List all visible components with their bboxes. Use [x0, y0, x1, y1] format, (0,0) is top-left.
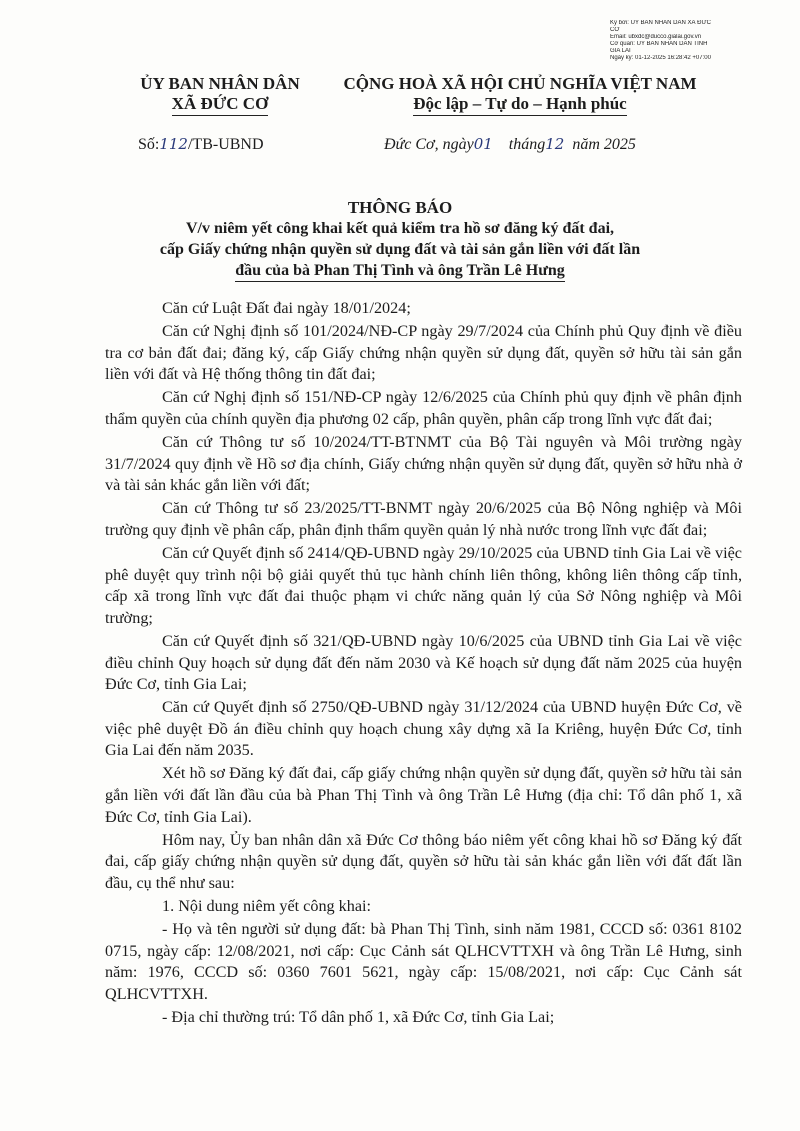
body-paragraph: Xét hồ sơ Đăng ký đất đai, cấp giấy chứng nhận quyền sử dụng đất, quyền sở hữu tài sản gắn liền với đất lần đầu của bà Phan Thị Tình và ông Trần Lê Hưng (địa chỉ: Tổ dân phố 1, xã Đức Cơ, tỉnh Gia Lai). — [105, 764, 742, 826]
doc-no-prefix: Số: — [138, 136, 160, 153]
document-date — [384, 135, 636, 154]
nation-title: CỘNG HOÀ XÃ HỘI CHỦ NGHĨA VIỆT NAM — [343, 74, 697, 93]
body-paragraph: Căn cứ Nghị định số 151/NĐ-CP ngày 12/6/2025 của Chính phủ quy định về phân định thẩm quyền của chính quyền địa phương 02 cấp, phân quyền, phân cấp trong lĩnh vực đất đai; — [105, 388, 742, 428]
org-line-1: ỦY BAN NHÂN DÂN — [140, 74, 300, 93]
body-paragraph: Căn cứ Nghị định số 101/2024/NĐ-CP ngày 29/7/2024 của Chính phủ Quy định về điều tra cơ bản đất đai; đăng ký, cấp Giấy chứng nhận quyền sử dụng đất, quyền sở hữu tài sản gắn liền với đất và Hệ thống thông tin đất đai; — [105, 322, 742, 384]
document-body — [105, 298, 742, 1030]
stamp-line: Ngày ký: 01-12-2025 16:28:42 +07:00 — [610, 55, 711, 61]
date-year: năm 2025 — [572, 136, 636, 153]
document-number — [138, 135, 264, 154]
document-subject — [60, 218, 740, 282]
subject-line-1: V/v niêm yết công khai kết quả kiểm tra hồ sơ đăng ký đất đai, — [185, 220, 615, 237]
issuing-organization — [110, 74, 330, 116]
national-motto — [330, 74, 710, 116]
document-title: THÔNG BÁO — [347, 198, 453, 217]
body-paragraph: Căn cứ Thông tư số 10/2024/TT-BTNMT của Bộ Tài nguyên và Môi trường ngày 31/7/2024 quy định về Hồ sơ địa chính, Giấy chứng nhận quyền sử dụng đất, quyền sở hữu nhà ở và tài sản khác gắn liền với đất; — [105, 433, 742, 495]
doc-no-suffix: /TB-UBND — [187, 136, 264, 153]
body-paragraph: Căn cứ Quyết định số 2750/QĐ-UBND ngày 31/12/2024 của UBND huyện Đức Cơ, về việc phê duyệt Đồ án điều chỉnh quy hoạch chung xây dựng xã Ia Kriêng, huyện Đức Cơ, tỉnh Gia Lai đến năm 2035. — [105, 698, 742, 760]
stamp-line: Cơ quan: ỦY BAN NHÂN DÂN TỈNH — [610, 41, 708, 47]
body-paragraph: Căn cứ Quyết định số 321/QĐ-UBND ngày 10/6/2025 của UBND tỉnh Gia Lai về việc điều chỉnh Quy hoạch sử dụng đất đến năm 2030 và Kế hoạch sử dụng đất năm 2025 của huyện Đức Cơ, tỉnh Gia Lai; — [105, 631, 742, 694]
section-heading: 1. Nội dung niêm yết công khai: — [162, 897, 372, 916]
date-month-label: tháng — [508, 136, 546, 153]
stamp-line: Ký bởi: ỦY BAN NHÂN DÂN XÃ ĐỨC — [610, 20, 711, 26]
body-paragraph: - Họ và tên người sử dụng đất: bà Phan Thị Tình, sinh năm 1981, CCCD số: 0361 8102 0715, ngày cấp: 12/08/2021, nơi cấp: Cục Cảnh sát QLHCVTTXH và ông Trần Lê Hưng, sinh năm: 1976, CCCD số: 0360 7601 5621, ngày cấp: 15/08/2021, nơi cấp: Cục Cảnh sát QLHCVTTXH. — [105, 920, 742, 1003]
body-paragraph: Căn cứ Quyết định số 2414/QĐ-UBND ngày 29/10/2025 của UBND tỉnh Gia Lai về việc phê duyệt quy trình nội bộ giải quyết thủ tục hành chính liên thông, không liên thông cấp tỉnh, cấp xã trong lĩnh vực đất đai thuộc phạm vi chức năng quản lý của Sở Nông nghiệp và Môi trường; — [105, 544, 742, 627]
nation-motto: Độc lập – Tự do – Hạnh phúc — [413, 94, 626, 116]
date-prefix: Đức Cơ, ngày — [384, 136, 474, 153]
body-paragraph: - Địa chỉ thường trú: Tổ dân phố 1, xã Đức Cơ, tỉnh Gia Lai; — [162, 1008, 555, 1026]
body-paragraph: Căn cứ Luật Đất đai ngày 18/01/2024; — [162, 299, 411, 317]
digital-signature-stamp — [610, 20, 790, 62]
stamp-line: CƠ — [610, 27, 620, 33]
org-line-2: XÃ ĐỨC CƠ — [172, 94, 269, 116]
subject-line-2: cấp Giấy chứng nhận quyền sử dụng đất và tài sản gắn liền với đất lần — [159, 241, 641, 258]
body-paragraph: Căn cứ Thông tư số 23/2025/TT-BNMT ngày 20/6/2025 của Bộ Nông nghiệp và Môi trường quy định về phân cấp, phân định thẩm quyền quản lý nhà nước trong lĩnh vực đất đai; — [105, 499, 742, 539]
stamp-line: GIA LAI — [610, 48, 631, 54]
date-day-handwritten: 01 — [473, 135, 493, 153]
doc-no-handwritten: 112 — [159, 135, 188, 153]
body-paragraph: Hôm nay, Ủy ban nhân dân xã Đức Cơ thông báo niêm yết công khai hồ sơ Đăng ký đất đai, cấp giấy chứng nhận quyền sử dụng đất, quyền sở hữu tài sản khác gắn liền với đất đất lần đầu, cụ thể như sau: — [105, 830, 742, 892]
date-month-handwritten: 12 — [545, 135, 565, 153]
subject-line-3: đầu của bà Phan Thị Tình và ông Trần Lê Hưng — [235, 260, 564, 282]
stamp-line: Email: ubxdc@ducco.gialai.gov.vn — [610, 34, 702, 40]
